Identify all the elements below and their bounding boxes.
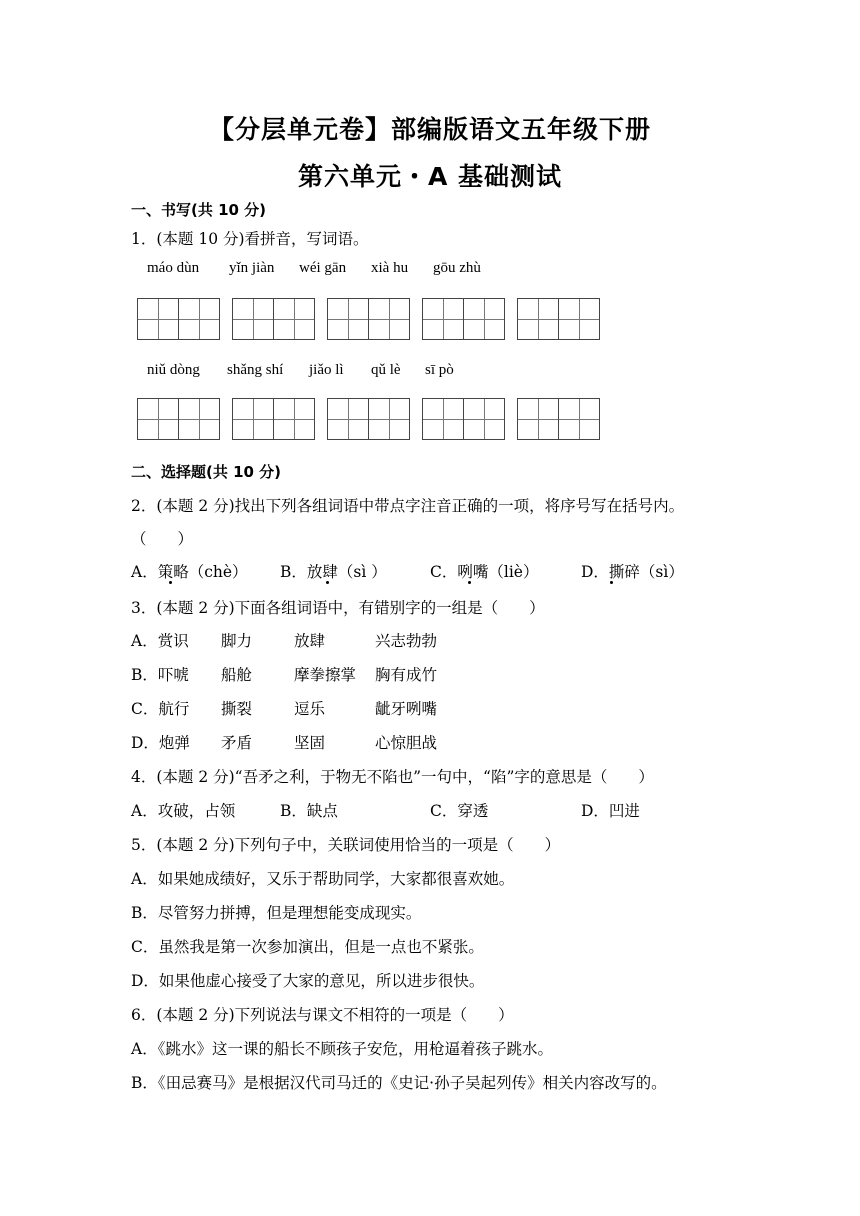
section-heading-writing: 一、书写(共 10 分) — [131, 201, 267, 219]
emphasis-dot — [610, 581, 613, 584]
writing-box[interactable] — [232, 398, 314, 440]
writing-box[interactable] — [517, 398, 599, 440]
question-3: 3．(本题 2 分)下面各组词语中，有错别字的一组是（ ） — [131, 599, 545, 617]
pinyin-label: gōu zhù — [433, 260, 481, 276]
writing-box[interactable] — [422, 298, 504, 340]
emphasis-dot — [468, 581, 471, 584]
question-1: 1．(本题 10 分)看拼音，写词语。 — [131, 230, 369, 248]
option-b: B．缺点 — [280, 802, 338, 820]
q3-row-b-col1: B．吓唬 — [131, 666, 189, 684]
question-5: 5．(本题 2 分)下列句子中，关联词使用恰当的一项是（ ） — [131, 836, 561, 854]
q3-row-a-col1: A．赏识 — [131, 632, 189, 650]
page-subtitle: 第六单元・A 基础测试 — [297, 162, 563, 191]
pinyin-label: yǐn jiàn — [229, 260, 275, 276]
writing-box[interactable] — [327, 298, 409, 340]
pinyin-label: qǔ lè — [371, 362, 401, 378]
q3-row-d-col3: 坚固 — [294, 734, 326, 752]
q3-row-c-col2: 撕裂 — [221, 700, 253, 718]
q3-row-c-col3: 逗乐 — [294, 700, 326, 718]
q3-row-d-col1: D．炮弹 — [131, 734, 190, 752]
q3-row-c-col4: 龇牙咧嘴 — [375, 700, 438, 718]
writing-box[interactable] — [232, 298, 314, 340]
option-c: C．虽然我是第一次参加演出，但是一点也不紧张。 — [131, 938, 484, 956]
emphasis-dot — [169, 581, 172, 584]
option-d: D．凹进 — [581, 802, 640, 820]
pinyin-label: sī pò — [425, 362, 454, 378]
q3-row-c-col1: C．航行 — [131, 700, 190, 718]
section-heading-choice: 二、选择题(共 10 分) — [131, 463, 282, 481]
page-title: 【分层单元卷】部编版语文五年级下册 — [208, 115, 651, 144]
option-a: A．《跳水》这一课的船长不顾孩子安危，用枪逼着孩子跳水。 — [131, 1040, 553, 1058]
pinyin-label: shǎng shí — [227, 362, 284, 378]
pinyin-label: niǔ dòng — [147, 362, 200, 378]
option-a: A．策略（chè） — [131, 563, 248, 581]
q3-row-b-col3: 摩拳擦掌 — [294, 666, 357, 684]
q3-row-a-col4: 兴志勃勃 — [375, 632, 438, 650]
writing-box[interactable] — [137, 398, 219, 440]
pinyin-label: wéi gān — [299, 260, 347, 276]
pinyin-label: jiǎo lì — [309, 362, 344, 378]
writing-box[interactable] — [422, 398, 504, 440]
option-c: C．咧嘴（liè） — [430, 563, 539, 581]
question-6: 6．(本题 2 分)下列说法与课文不相符的一项是（ ） — [131, 1006, 514, 1024]
option-b: B．尽管努力拼搏，但是理想能变成现实。 — [131, 904, 422, 922]
option-d: D．撕碎（sì） — [581, 563, 684, 581]
option-d: D．如果他虚心接受了大家的意见，所以进步很快。 — [131, 972, 485, 990]
question-2: 2．(本题 2 分)找出下列各组词语中带点字注音正确的一项，将序号写在括号内。 — [131, 497, 685, 515]
question-4: 4．(本题 2 分)“吾矛之利，于物无不陷也”一句中，“陷”字的意思是（ ） — [131, 768, 654, 786]
emphasis-dot — [326, 581, 329, 584]
pinyin-label: xià hu — [371, 260, 409, 276]
answer-paren: （ ） — [131, 530, 194, 548]
option-b: B．放肆（sì ） — [280, 563, 387, 581]
q3-row-a-col3: 放肆 — [294, 632, 326, 650]
q3-row-b-col4: 胸有成竹 — [375, 666, 438, 684]
q3-row-a-col2: 脚力 — [221, 632, 253, 650]
pinyin-label: máo dùn — [147, 260, 200, 276]
option-a: A．攻破，占领 — [131, 802, 236, 820]
writing-box[interactable] — [517, 298, 599, 340]
q3-row-d-col2: 矛盾 — [221, 734, 253, 752]
option-a: A．如果她成绩好，又乐于帮助同学，大家都很喜欢她。 — [131, 870, 515, 888]
option-c: C．穿透 — [430, 802, 489, 820]
writing-box[interactable] — [137, 298, 219, 340]
option-b: B．《田忌赛马》是根据汉代司马迁的《史记·孙子吴起列传》相关内容改写的。 — [131, 1074, 667, 1092]
q3-row-d-col4: 心惊胆战 — [375, 734, 438, 752]
writing-box[interactable] — [327, 398, 409, 440]
q3-row-b-col2: 船舱 — [221, 666, 253, 684]
